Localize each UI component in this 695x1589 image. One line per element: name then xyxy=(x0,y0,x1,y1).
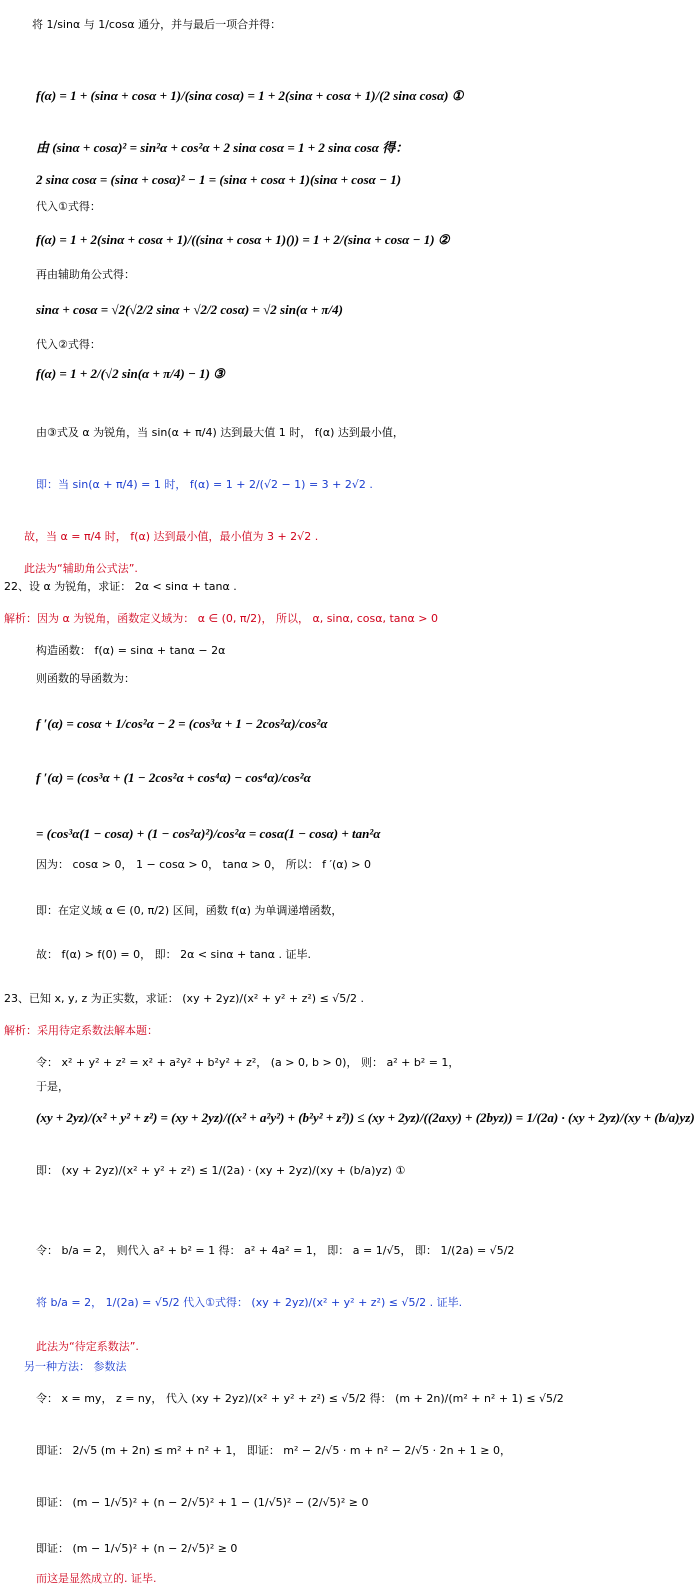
text-line-37: 即证： (m − 1/√5)² + (n − 2/√5)² + 1 − (1/√5)² − (2/√5)² ≥ 0 xyxy=(36,1496,369,1509)
text-line-31: 令： b/a = 2， 则代入 a² + b² = 1 得： a² + 4a² = 1， 即： a = 1/√5， 即： 1/(2a) = √5/2 xyxy=(36,1244,515,1257)
text-line-35: 令： x = my， z = ny， 代入 (xy + 2yz)/(x² + y² + z²) ≤ √5/2 得： (m + 2n)/(m² + n² + 1) ≤ √5/2 xyxy=(36,1392,564,1405)
text-line-10: f(α) = 1 + 2/(√2 sin(α + π/4) − 1) ③ xyxy=(36,366,225,381)
text-line-3: 由 (sinα + cosα)² = sin²α + cos²α + 2 sinα cosα = 1 + 2 sinα cosα 得： xyxy=(36,140,409,155)
text-line-7: 再由辅助角公式得： xyxy=(36,268,135,281)
text-line-9: 代入②式得： xyxy=(36,338,101,351)
text-line-12: 即：当 sin(α + π/4) = 1 时， f(α) = 1 + 2/(√2 − 1) = 3 + 2√2 . xyxy=(36,478,373,491)
text-line-30: 即： (xy + 2yz)/(x² + y² + z²) ≤ 1/(2a) · (xy + 2yz)/(xy + (b/a)yz) ① xyxy=(36,1164,406,1177)
text-line-34: 另一种方法： 参数法 xyxy=(24,1360,127,1373)
text-line-8: sinα + cosα = √2(√2/2 sinα + √2/2 cosα) = √2 sin(α + π/4) xyxy=(36,302,343,317)
text-line-22: 因为： cosα > 0， 1 − cosα > 0， tanα > 0， 所以： f ′(α) > 0 xyxy=(36,858,372,871)
text-line-13: 故，当 α = π/4 时， f(α) 达到最小值，最小值为 3 + 2√2 . xyxy=(24,530,319,543)
text-line-36: 即证： 2/√5 (m + 2n) ≤ m² + n² + 1， 即证： m² − 2/√5 · m + n² − 2/√5 · 2n + 1 ≥ 0， xyxy=(36,1444,511,1457)
text-line-25: 23、已知 x, y, z 为正实数，求证： (xy + 2yz)/(x² + y² + z²) ≤ √5/2 . xyxy=(4,992,365,1005)
text-line-15: 22、设 α 为锐角，求证： 2α < sinα + tanα . xyxy=(4,580,237,593)
text-line-14: 此法为“辅助角公式法”. xyxy=(24,562,138,575)
text-line-26: 解析：采用待定系数法解本题： xyxy=(4,1024,158,1037)
text-line-11: 由③式及 α 为锐角，当 sin(α + π/4) 达到最大值 1 时， f(α) 达到最小值， xyxy=(36,426,404,439)
text-line-2: f(α) = 1 + (sinα + cosα + 1)/(sinα cosα) = 1 + 2(sinα + cosα + 1)/(2 sinα cosα) ① xyxy=(36,88,464,103)
text-line-18: 则函数的导函数为： xyxy=(36,672,135,685)
text-line-24: 故： f(α) > f(0) = 0， 即： 2α < sinα + tanα . 证毕. xyxy=(36,948,312,961)
text-line-1: 将 1/sinα 与 1/cosα 通分，并与最后一项合并得： xyxy=(32,18,282,31)
text-line-20: f ′(α) = (cos³α + (1 − 2cos²α + cos⁴α) − cos⁴α)/cos²α xyxy=(36,770,311,785)
text-line-27: 令： x² + y² + z² = x² + a²y² + b²y² + z²， (a > 0, b > 0)， 则： a² + b² = 1， xyxy=(36,1056,460,1069)
text-line-4: 2 sinα cosα = (sinα + cosα)² − 1 = (sinα + cosα + 1)(sinα + cosα − 1) xyxy=(36,172,402,187)
text-line-21: = (cos³α(1 − cosα) + (1 − cos²α)²)/cos²α = cosα(1 − cosα) + tan²α xyxy=(36,826,381,841)
text-line-5: 代入①式得： xyxy=(36,200,101,213)
text-line-28: 于是， xyxy=(36,1080,69,1093)
text-line-39: 而这是显然成立的. 证毕. xyxy=(36,1572,157,1585)
text-line-19: f ′(α) = cosα + 1/cos²α − 2 = (cos³α + 1 − 2cos²α)/cos²α xyxy=(36,716,328,731)
text-line-33: 此法为“待定系数法”. xyxy=(36,1340,139,1353)
text-line-17: 构造函数： f(α) = sinα + tanα − 2α xyxy=(36,644,226,657)
text-line-38: 即证： (m − 1/√5)² + (n − 2/√5)² ≥ 0 xyxy=(36,1542,238,1555)
text-line-16: 解析：因为 α 为锐角，函数定义域为： α ∈ (0, π/2)， 所以， α, sinα, cosα, tanα > 0 xyxy=(4,612,438,625)
text-line-29: (xy + 2yz)/(x² + y² + z²) = (xy + 2yz)/((x² + a²y²) + (b²y² + z²)) ≤ (xy + 2yz)/((2axy) + (2byz)) = 1/(2a) · (xy + 2yz)/(xy + (b/a)yz) xyxy=(36,1110,695,1125)
text-line-6: f(α) = 1 + 2(sinα + cosα + 1)/((sinα + cosα + 1)()) = 1 + 2/(sinα + cosα − 1) ② xyxy=(36,232,450,247)
text-line-32: 将 b/a = 2， 1/(2a) = √5/2 代入①式得： (xy + 2yz)/(x² + y² + z²) ≤ √5/2 . 证毕. xyxy=(36,1296,463,1309)
text-line-23: 即：在定义域 α ∈ (0, π/2) 区间，函数 f(α) 为单调递增函数， xyxy=(36,904,343,917)
